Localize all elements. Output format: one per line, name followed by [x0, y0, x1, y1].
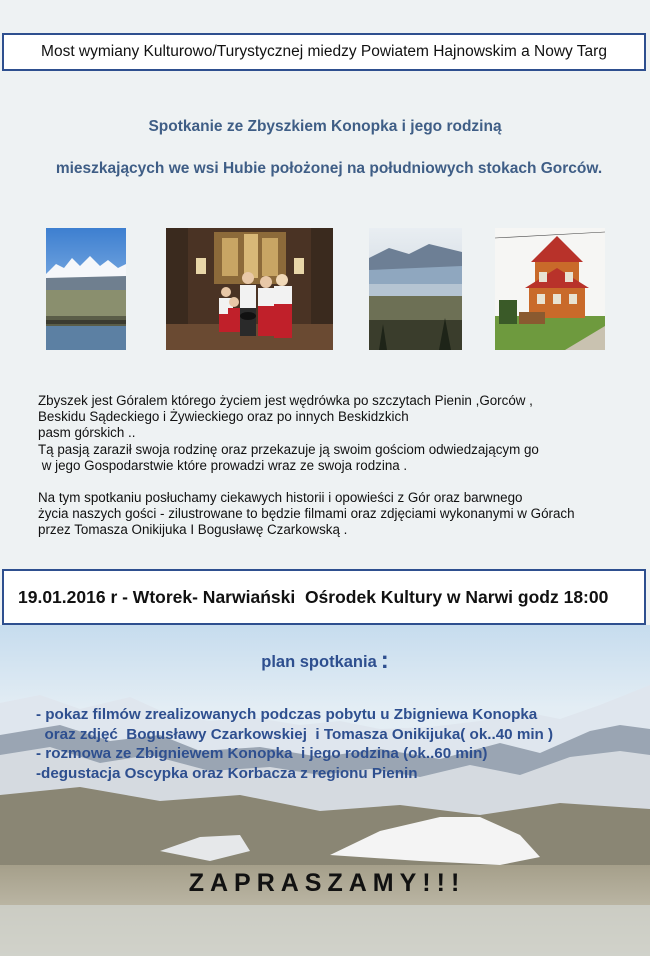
plan-item: - rozmowa ze Zbigniewem Konopka i jego rodzina (ok..60 min) — [36, 745, 488, 763]
photo-lake — [369, 228, 462, 350]
plan-item: - pokaz filmów zrealizowanych podczas pobytu u Zbigniewa Konopka — [36, 706, 538, 723]
description — [38, 393, 623, 539]
paragraph-2-line: życia naszych gości - zilustrowane to będzie filmami oraz zdjęciami wykonanymi w Górach — [38, 506, 575, 522]
event-date-text: 19.01.2016 r - Wtorek- Narwiański Ośrodek Kultury w Narwi godz 18:00 — [18, 586, 609, 607]
plan-title — [0, 647, 650, 675]
invitation-heading: ZAPRASZAMY!!! — [188, 869, 466, 897]
header-banner — [2, 33, 646, 71]
event-date-banner — [2, 569, 646, 625]
paragraph-1-line: w jego Gospodarstwie które prowadzi wraz ze swoja rodzina . — [38, 457, 408, 473]
plan-title-text: plan spotkania — [261, 653, 377, 671]
photo-mountains — [46, 228, 126, 350]
paragraph-1-line: Tą pasją zaraził swoja rodzinę oraz przekazuje ją swoim gościom odwiedzającym go — [38, 441, 539, 457]
photo-house — [495, 228, 605, 350]
paragraph-1-line: pasm górskich .. — [38, 425, 136, 441]
paragraph-1-line: Beskidu Sądeckiego i Żywieckiego oraz po innych Beskidzkich — [38, 409, 409, 425]
header-title: Most wymiany Kulturowo/Turystycznej miedzy Powiatem Hajnowskim a Nowy Targ — [41, 43, 607, 60]
plan-item: oraz zdjęć Bogusławy Czarkowskiej i Tomasza Onikijuka( ok..40 min ) — [36, 725, 554, 743]
paragraph-1-line: Zbyszek jest Góralem którego życiem jest wędrówka po szczytach Pienin ,Gorców , — [38, 393, 533, 408]
plan-list — [36, 705, 636, 783]
subtitle-line-1: Spotkanie ze Zbyszkiem Konopka i jego rodziną — [148, 118, 502, 135]
plan-section — [0, 625, 650, 956]
subtitle-line-2: mieszkających we wsi Hubie położonej na południowych stokach Gorców. — [55, 160, 603, 177]
plan-title-colon: : — [380, 647, 389, 674]
plan-item: -degustacja Oscypka oraz Korbacza z regionu Pienin — [36, 764, 418, 782]
photo-family — [166, 228, 333, 350]
paragraph-2-line: przez Tomasza Onikijuka I Bogusławę Czarkowską . — [38, 522, 348, 538]
paragraph-2-line: Na tym spotkaniu posłuchamy ciekawych historii i opowieści z Gór oraz barwnego — [38, 490, 523, 506]
